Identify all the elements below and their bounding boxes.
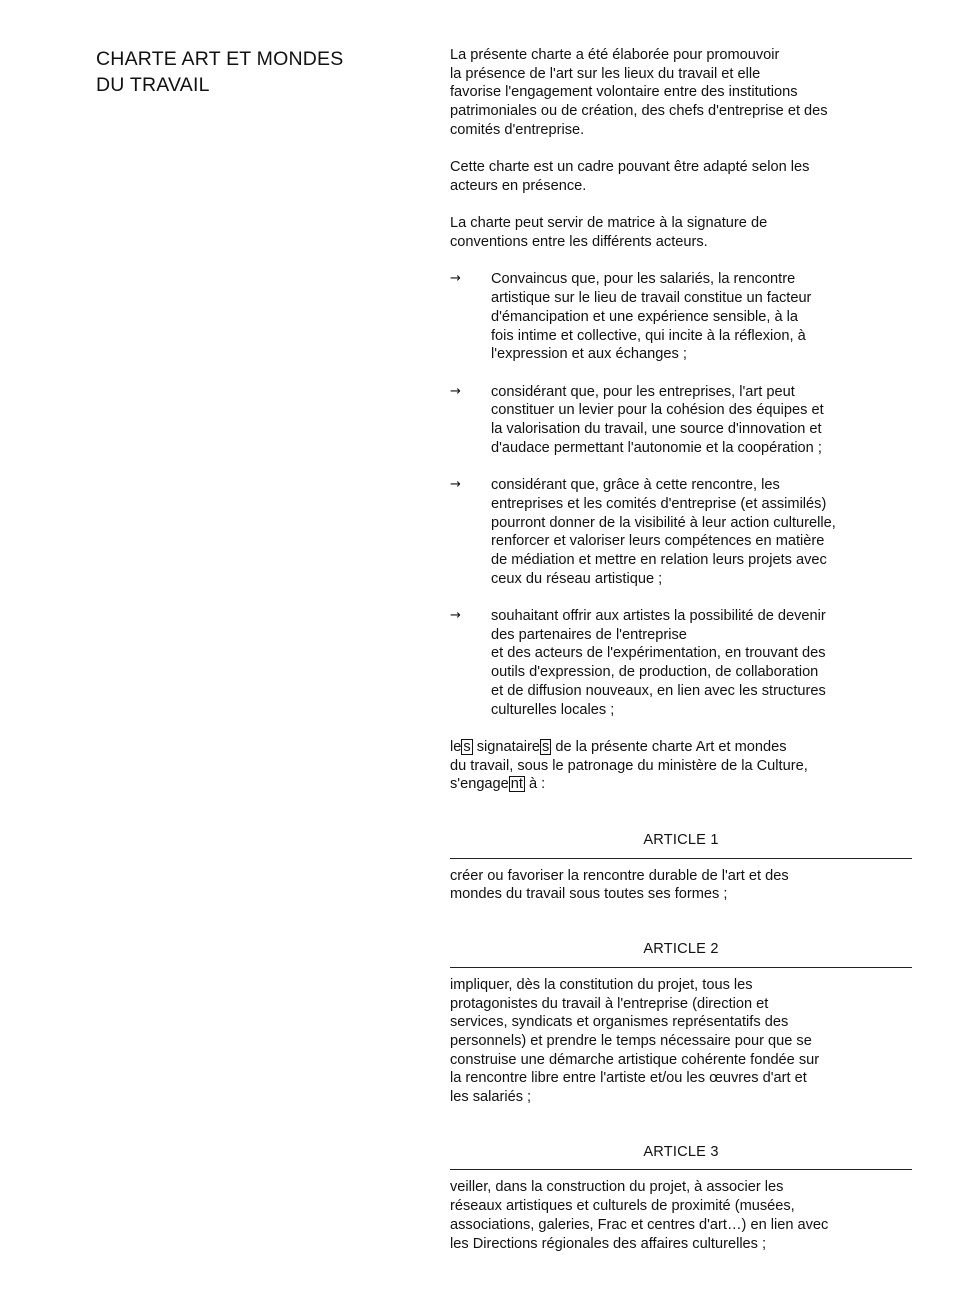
title-line: CHARTE ART ET MONDES	[96, 48, 344, 70]
intro-paragraph	[450, 214, 912, 251]
text-line: d'audace permettant l'autonomie et la coopération ;	[491, 439, 822, 456]
article-body	[450, 1178, 912, 1253]
considerant-text	[491, 476, 912, 588]
text-line: conventions entre les différents acteurs.	[450, 234, 708, 250]
text-line: veiller, dans la construction du projet, à associer les	[450, 1179, 784, 1196]
text-line: la présence de l'art sur les lieux du travail et elle	[450, 65, 761, 82]
text-line: Cette charte est un cadre pouvant être adapté selon les	[450, 159, 810, 176]
text-line: considérant que, grâce à cette rencontre, les	[491, 477, 780, 494]
text-line: fois intime et collective, qui incite à la réflexion, à	[491, 327, 806, 344]
text-line: la rencontre libre entre l'artiste et/ou les œuvres d'art et	[450, 1070, 807, 1087]
text-line	[450, 738, 912, 757]
considerant-item	[450, 607, 912, 719]
text-line: les salariés ;	[450, 1089, 532, 1106]
text-line: pourront donner de la visibilité à leur action culturelle,	[491, 514, 836, 531]
text-fragment: de la présente charte Art et mondes	[551, 738, 787, 755]
text-line: favorise l'engagement volontaire entre des institutions	[450, 84, 798, 101]
article-body	[450, 976, 912, 1107]
text-line: construise une démarche artistique cohérente fondée sur	[450, 1051, 820, 1068]
text-line: de médiation et mettre en relation leurs projets avec	[491, 551, 827, 568]
text-line: Convaincus que, pour les salariés, la rencontre	[491, 271, 796, 288]
text-line: artistique sur le lieu de travail constitue un facteur	[491, 290, 812, 307]
considerant-item	[450, 476, 912, 588]
text-line: culturelles locales ;	[491, 701, 615, 718]
boxed-letter: nt	[510, 776, 523, 793]
article-body	[450, 867, 912, 904]
text-line: la valorisation du travail, une source d'innovation et	[491, 421, 822, 437]
text-line: entreprises et les comités d'entreprise (et assimilés)	[491, 495, 827, 512]
text-line: comités d'entreprise.	[450, 121, 585, 138]
arrow-right-icon: →	[450, 608, 461, 623]
considerant-text	[491, 270, 912, 364]
text-line: considérant que, pour les entreprises, l'art peut	[491, 383, 795, 400]
text-line: renforcer et valoriser leurs compétences en matière	[491, 533, 825, 550]
text-line: souhaitant offrir aux artistes la possibilité de devenir	[491, 608, 826, 624]
text-line: d'émancipation et une expérience sensible, à la	[491, 308, 799, 325]
text-line: des partenaires de l'entreprise	[491, 626, 687, 643]
boxed-letter: s	[542, 738, 550, 755]
intro-paragraph	[450, 158, 912, 195]
text-line: créer ou favoriser la rencontre durable de l'art et des	[450, 867, 789, 884]
boxed-letter: s	[463, 738, 471, 755]
text-line: acteurs en présence.	[450, 177, 587, 194]
text-line: et de diffusion nouveaux, en lien avec les structures	[491, 682, 826, 699]
text-line: associations, galeries, Frac et centres d'art…) en lien avec	[450, 1216, 829, 1233]
arrow-right-icon: →	[450, 383, 461, 399]
text-fragment: le	[450, 738, 462, 755]
article-heading: ARTICLE 2	[450, 940, 912, 968]
title-line: DU TRAVAIL	[96, 74, 210, 96]
considerant-item	[450, 270, 912, 364]
text-line: La présente charte a été élaborée pour promouvoir	[450, 47, 780, 63]
text-line: La charte peut servir de matrice à la signature de	[450, 215, 768, 232]
text-line: les Directions régionales des affaires culturelles ;	[450, 1235, 767, 1252]
text-line: outils d'expression, de production, de collaboration	[491, 664, 819, 681]
text-line: et des acteurs de l'expérimentation, en trouvant des	[491, 645, 826, 662]
text-line: ceux du réseau artistique ;	[491, 570, 663, 587]
arrow-right-icon: →	[450, 271, 461, 287]
considerant-text	[491, 383, 912, 458]
text-line: personnels) et prendre le temps nécessaire pour que se	[450, 1032, 812, 1049]
text-fragment: s'engage	[450, 776, 509, 793]
engagement-statement	[450, 738, 912, 794]
text-line: services, syndicats et organismes représentatifs des	[450, 1014, 789, 1031]
text-line: réseaux artistiques et culturels de proximité (musées,	[450, 1198, 795, 1215]
document-title	[96, 46, 396, 98]
article-heading: ARTICLE 3	[450, 1143, 912, 1171]
article-heading: ARTICLE 1	[450, 831, 912, 859]
text-line: mondes du travail sous toutes ses formes ;	[450, 886, 728, 903]
arrow-right-icon: →	[450, 477, 461, 493]
text-fragment: signataire	[472, 738, 540, 755]
considerant-text	[491, 607, 912, 719]
considerant-item	[450, 383, 912, 458]
text-line: du travail, sous le patronage du ministère de la Culture,	[450, 757, 808, 774]
text-line: impliquer, dès la constitution du projet, tous les	[450, 976, 753, 993]
text-line: patrimoniales ou de création, des chefs d'entreprise et des	[450, 103, 828, 120]
text-line	[450, 775, 912, 794]
text-line: protagonistes du travail à l'entreprise (direction et	[450, 995, 769, 1012]
charter-text-column	[450, 46, 912, 1289]
text-line: l'expression et aux échanges ;	[491, 346, 687, 363]
intro-paragraph	[450, 46, 912, 140]
text-fragment: à :	[524, 776, 546, 793]
text-line: constituer un levier pour la cohésion des équipes et	[491, 402, 824, 419]
